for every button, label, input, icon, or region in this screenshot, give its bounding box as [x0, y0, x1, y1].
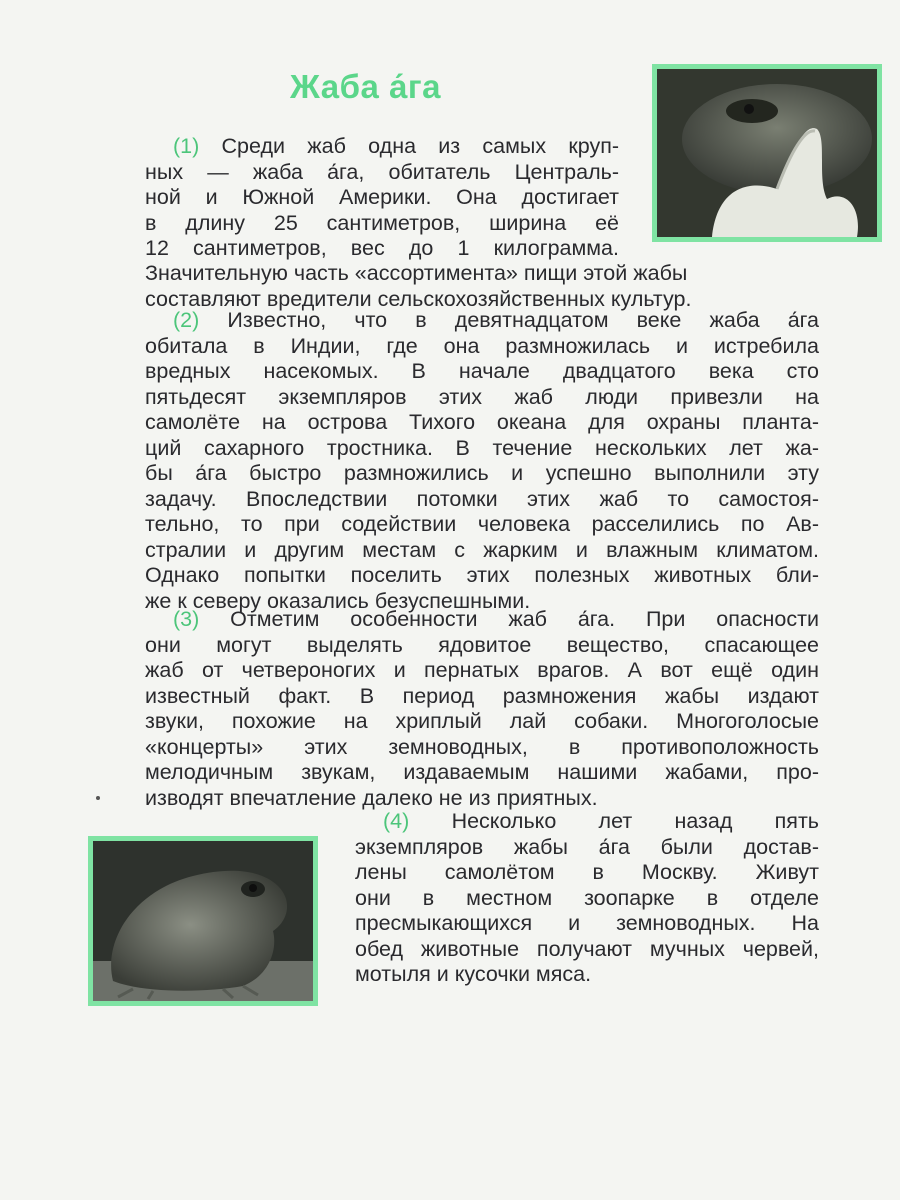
- paragraph-number: (1): [173, 134, 200, 158]
- toad-sitting-photo: [88, 836, 318, 1006]
- paragraph-number: (2): [173, 308, 200, 332]
- paragraph-3: (3) Отметим особенности жаб а́га. При опасности они могут выделять ядовитое вещество, спасающее жаб от четвероногих и пернатых врагов. А вот ещё один известный факт. В период размножения жабы издают звуки, похожие на хриплый лай собаки. Многоголосые «концерты» этих земноводных, в противоположность мелодичным звукам, издаваемым нашими жабами, про- изводят впечатление далеко не из приятных.: [145, 607, 819, 810]
- paragraph-1-continued: Значительную часть «ассортимента» пищи этой жабы составляют вредители сельскохозяйственных культур.: [145, 261, 692, 311]
- print-speck: [96, 796, 100, 800]
- paragraph-number: (3): [173, 607, 200, 631]
- toad-in-hand-photo: [652, 64, 882, 242]
- paragraph-4: (4) Несколько лет назад пять экземпляров жабы а́га были достав- лены самолётом в Москву. Живут они в местном зоопарке в отделе пресмыкающихся и земноводных. На обед животные получают мучных червей, мотыля и кусочки мяса.: [355, 809, 819, 986]
- page-title: Жаба а́га: [290, 68, 441, 105]
- paragraph-1: (1) Среди жаб одна из самых круп- ных — жаба а́га, обитатель Централь- ной и Южной Америки. Она достигает в длину 25 сантиметров, ширина её 12 сантиметров, вес до 1 килограмма.: [145, 134, 619, 260]
- paragraph-number: (4): [383, 809, 410, 833]
- paragraph-2: (2) Известно, что в девятнадцатом веке жаба а́га обитала в Индии, где она размножилась и истребила вредных насекомых. В начале двадцатого века сто пятьдесят экземпляров этих жаб люди привезли на самолёте на острова Тихого океана для охраны планта- ций сахарного тростника. В течение нескольких лет жа- бы а́га быстро размножились и успешно выполнили эту задачу. Впоследствии потомки этих жаб то самостоя- тельно, то при содействии человека расселились по Ав- стралии и другим местам с жарким и влажным климатом. Однако попытки поселить этих полезных животных бли- же к северу оказались безуспешными.: [145, 308, 819, 613]
